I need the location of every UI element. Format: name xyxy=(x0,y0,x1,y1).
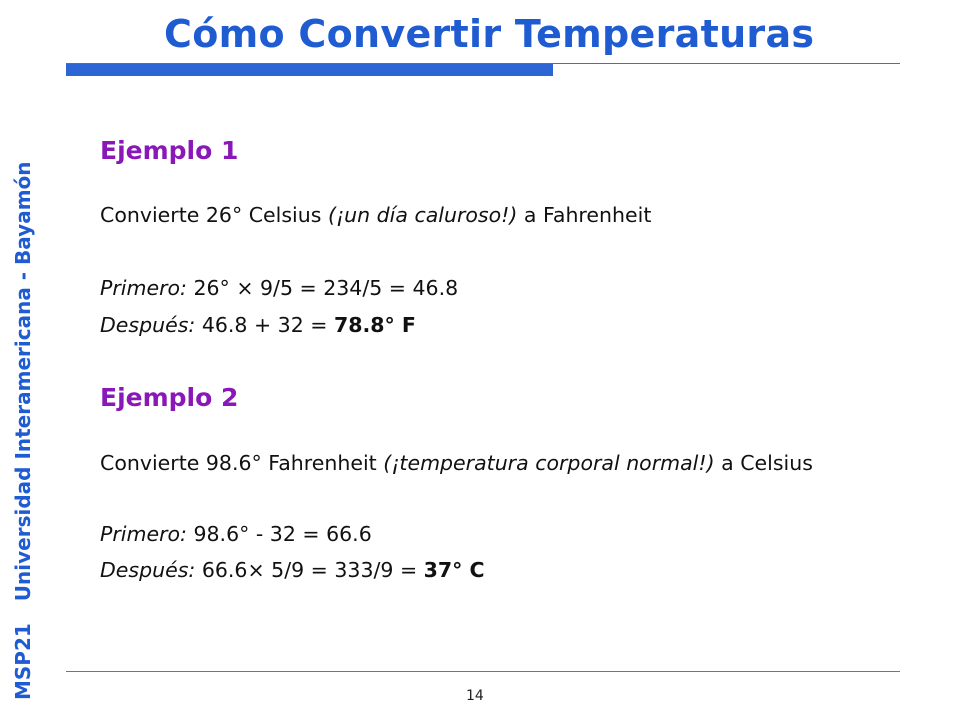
example-2-statement-prefix: Convierte 98.6° Fahrenheit xyxy=(100,451,384,475)
example-2-statement xyxy=(100,451,813,475)
example-2-statement-suffix: a Celsius xyxy=(714,451,813,475)
example-2-step-1-label: Primero: xyxy=(100,522,187,546)
example-1-statement-prefix: Convierte 26° Celsius xyxy=(100,203,328,227)
example-1-step-1 xyxy=(100,276,458,300)
example-2-step-2 xyxy=(100,558,485,582)
example-2-step-2-label: Después: xyxy=(100,558,196,582)
example-1-step-2-label: Después: xyxy=(100,313,196,337)
example-2-statement-note: (¡temperatura corporal normal!) xyxy=(383,451,715,475)
sidebar-band xyxy=(0,0,46,720)
example-2-step-2-expression: 66.6× 5/9 = 333/9 = xyxy=(195,558,424,582)
example-2-step-1 xyxy=(100,522,372,546)
example-1-step-2 xyxy=(100,313,416,337)
university-name: Universidad Interamericana - Bayamón xyxy=(11,161,35,602)
example-1-result: 78.8° F xyxy=(333,313,416,337)
page-number: 14 xyxy=(466,688,484,704)
example-2-step-1-expression: 98.6° - 32 = 66.6 xyxy=(186,522,372,546)
page-title: Cómo Convertir Temperaturas xyxy=(164,12,815,56)
example-1-step-2-expression: 46.8 + 32 = xyxy=(195,313,334,337)
example-2-heading: Ejemplo 2 xyxy=(100,383,239,412)
title-rule-thick xyxy=(66,64,553,76)
sidebar-text xyxy=(2,0,44,700)
footer-rule xyxy=(66,671,900,672)
example-1-step-1-expression: 26° × 9/5 = 234/5 = 46.8 xyxy=(186,276,459,300)
example-1-statement-note: (¡un día caluroso!) xyxy=(327,203,518,227)
example-1-step-1-label: Primero: xyxy=(100,276,187,300)
example-1-heading: Ejemplo 1 xyxy=(100,136,239,165)
example-1-statement-suffix: a Fahrenheit xyxy=(517,203,652,227)
example-1-statement xyxy=(100,203,651,227)
example-2-result: 37° C xyxy=(423,558,485,582)
course-code: MSP21 xyxy=(11,623,35,700)
